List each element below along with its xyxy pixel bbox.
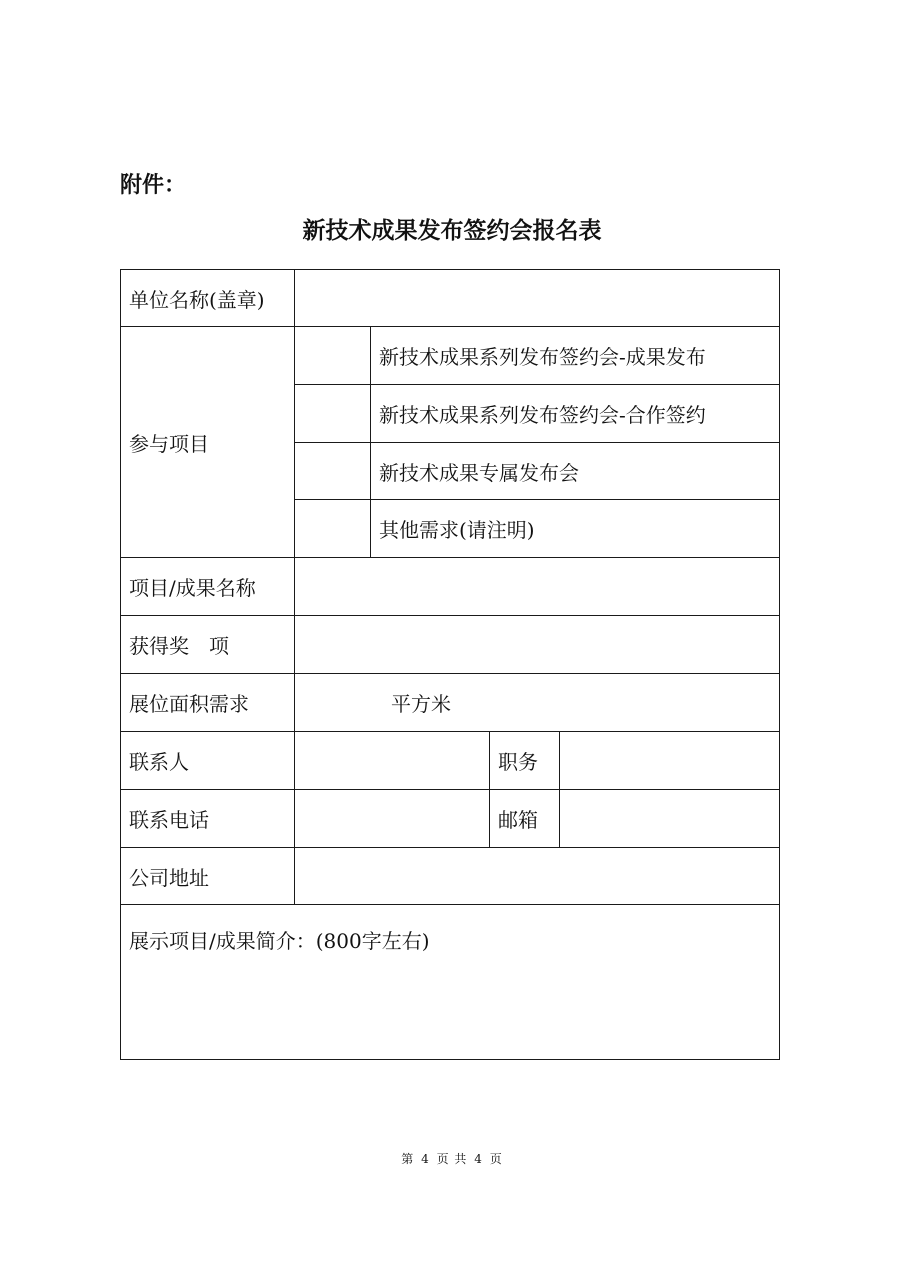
participation-option-3: 新技术成果专属发布会 <box>371 443 780 500</box>
company-address-label: 公司地址 <box>121 848 295 905</box>
table-row <box>121 558 780 616</box>
contact-person-field[interactable] <box>295 732 490 790</box>
participation-option-1: 新技术成果系列发布签约会-成果发布 <box>371 327 780 385</box>
booth-area-unit: 平方米 <box>391 692 451 716</box>
participation-checkbox-4[interactable] <box>295 500 371 558</box>
booth-area-field[interactable] <box>295 674 780 732</box>
unit-name-label: 单位名称(盖章) <box>121 270 295 327</box>
intro-field[interactable] <box>121 905 780 1060</box>
current-page-number: 4 <box>421 1152 430 1166</box>
table-row <box>121 848 780 905</box>
table-row <box>121 270 780 327</box>
email-label: 邮箱 <box>490 790 560 848</box>
table-row <box>121 732 780 790</box>
project-name-label: 项目/成果名称 <box>121 558 295 616</box>
registration-form-table <box>120 269 780 1060</box>
contact-phone-field[interactable] <box>295 790 490 848</box>
table-row <box>121 616 780 674</box>
company-address-field[interactable] <box>295 848 780 905</box>
total-pages-number: 4 <box>474 1152 483 1166</box>
page-prefix: 第 <box>401 1152 415 1166</box>
position-label: 职务 <box>490 732 560 790</box>
participation-option-4: 其他需求(请注明) <box>371 500 780 558</box>
table-row <box>121 790 780 848</box>
contact-phone-label: 联系电话 <box>121 790 295 848</box>
participation-checkbox-3[interactable] <box>295 443 371 500</box>
attachment-label: 附件： <box>120 173 187 198</box>
participation-checkbox-1[interactable] <box>295 327 371 385</box>
participation-option-2: 新技术成果系列发布签约会-合作签约 <box>371 385 780 443</box>
page-suffix: 页 <box>489 1152 503 1166</box>
email-field[interactable] <box>560 790 780 848</box>
awards-label: 获得奖 项 <box>121 616 295 674</box>
booth-area-label: 展位面积需求 <box>121 674 295 732</box>
participation-checkbox-2[interactable] <box>295 385 371 443</box>
unit-name-field[interactable] <box>295 270 780 327</box>
table-row <box>121 905 780 1060</box>
participation-label: 参与项目 <box>121 327 295 558</box>
contact-person-label: 联系人 <box>121 732 295 790</box>
project-name-field[interactable] <box>295 558 780 616</box>
table-row <box>121 674 780 732</box>
page-middle: 页 共 <box>436 1152 468 1166</box>
table-row <box>121 327 780 385</box>
form-title: 新技术成果发布签约会报名表 <box>302 218 602 244</box>
awards-field[interactable] <box>295 616 780 674</box>
page-footer <box>0 1150 904 1167</box>
position-field[interactable] <box>560 732 780 790</box>
intro-label: 展示项目/成果简介：(800字左右) <box>129 929 430 953</box>
